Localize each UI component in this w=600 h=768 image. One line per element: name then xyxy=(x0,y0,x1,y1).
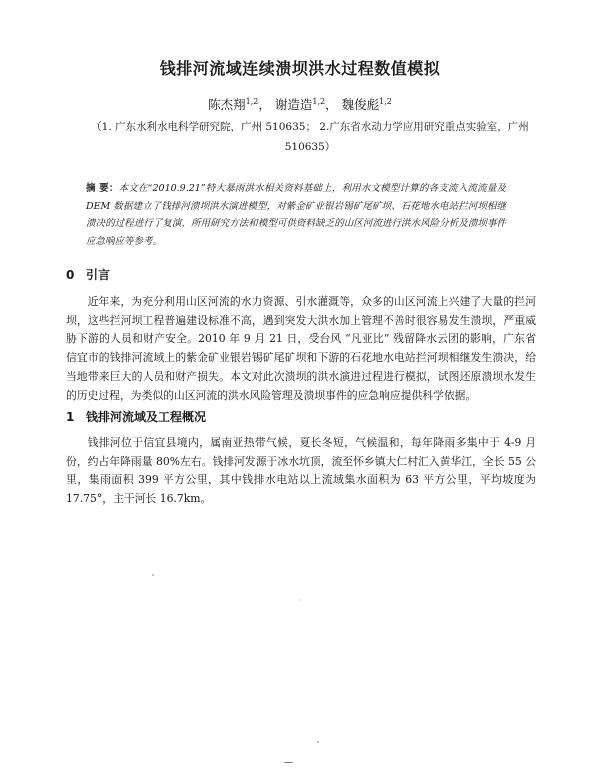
section-title: 引言 xyxy=(86,268,111,282)
section-paragraph: 近年来，为充分利用山区河流的水力资源、引水灌溉等，众多的山区河流上兴建了大量的拦河坝，这些拦河坝工程普遍建设标准不高，遇到突发大洪水加上管理不善时很容易发生溃坝，严重威胁下游的人员和财产安全。2010 年 9 月 21 日，受台风 “凡亚比” 残留降水云团的影响，广东省信宜市的钱排河流域上的紫金矿业银岩锡矿尾矿坝和下游的石花地水电站拦河坝相继发生溃决，给当地带来巨大的人员和财产损失。本文对此次溃坝的洪水演进过程进行模拟，试图还原溃坝水发生的历史过程，为类似的山区河流的洪水风险管理及溃坝事件的应急响应提供科学依据。 xyxy=(66,295,536,402)
author-separator: ， xyxy=(258,97,271,112)
author-affil-mark: 1,2 xyxy=(379,96,392,106)
section-number: 1 xyxy=(66,410,75,424)
abstract-text: 本文在“2010.9.21”特大暴雨洪水相关资料基础上，利用水文模型计算的各支流入流流量及 DEM 数据建立了钱排河溃坝洪水演进模型，对紫金矿业银岩锡矿尾矿坝、石花地水电站拦河坝相继溃决的过程进行了复演，所用研究方法和模型可供资料缺乏的山区河流进行洪水风险分析及溃坝事件应急响应等参考。 xyxy=(86,183,506,247)
author-name: 魏俊彪 xyxy=(341,97,380,112)
author-name: 谢造造 xyxy=(274,97,313,112)
author-affil-mark: 1,2 xyxy=(245,96,259,106)
affiliation-line-2: 510635） xyxy=(284,141,336,153)
section-paragraph: 钱排河位于信宜县境内，属南亚热带气候，夏长冬短，气候温和，每年降雨多集中于 4-9 月份，约占年降雨量 80%左右。钱排河发源于冰水坑顶，流至怀乡镇大仁村汇入黄华江，全长 55 公里，集雨面积 399 平方公里，其中钱排水电站以上流域集水面积为 63 平方公里，平均坡度为 17.75°，主干河长 16.7km。 xyxy=(66,436,536,506)
section-title: 钱排河流域及工程概况 xyxy=(86,410,207,424)
abstract-label: 摘 要： xyxy=(86,183,119,194)
paper-title: 钱排河流域连续溃坝洪水过程数值模拟 xyxy=(159,59,441,78)
section-number: 0 xyxy=(66,268,75,282)
affiliation-line-1: （1. 广东水利水电科学研究院，广州 510635； 2.广东省水动力学应用研究重点实验室，广州 xyxy=(91,121,529,133)
page-number: — xyxy=(284,758,293,768)
author-affil-mark: 1,2 xyxy=(312,96,326,106)
author-separator: ， xyxy=(325,97,338,112)
author-name: 陈杰翔 xyxy=(208,97,246,112)
